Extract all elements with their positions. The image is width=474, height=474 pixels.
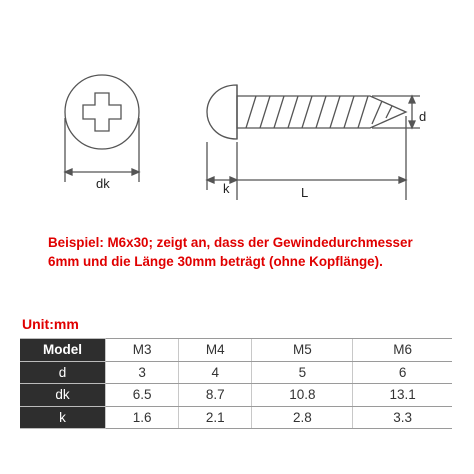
table-header-row [20, 339, 452, 362]
example-note-line-1: Beispiel: M6x30; zeigt an, dass der Gewindedurchmesser [48, 235, 413, 250]
example-note-line-2: 6mm und die Länge 30mm beträgt (ohne Kopflänge). [48, 254, 383, 269]
header-cell: M5 [252, 339, 353, 362]
table-cell: 6 [353, 361, 452, 384]
screw-technical-drawing [0, 0, 474, 220]
table-cell: 5 [252, 361, 353, 384]
screw-head-top-view [65, 75, 139, 149]
table-cell: 6.5 [106, 384, 179, 407]
table-cell: 10.8 [252, 384, 353, 407]
screw-head-profile [207, 85, 237, 139]
table-row [20, 406, 452, 429]
header-cell: M4 [179, 339, 252, 362]
phillips-cross [83, 93, 121, 131]
dk-label: dk [96, 176, 110, 191]
table-cell: 2.8 [252, 406, 353, 429]
k-dimension [207, 142, 237, 200]
table-cell: 3.3 [353, 406, 452, 429]
unit-label: Unit:mm [22, 316, 79, 332]
table-cell: 4 [179, 361, 252, 384]
header-cell: M6 [353, 339, 452, 362]
table-cell: 13.1 [353, 384, 452, 407]
size-table [20, 338, 452, 429]
table-cell: 8.7 [179, 384, 252, 407]
screw-threads [246, 96, 392, 128]
row-label-cell: d [20, 361, 106, 384]
d-label: d [419, 109, 427, 124]
table-cell: 3 [106, 361, 179, 384]
screw-side-view [207, 85, 406, 139]
row-label-cell: k [20, 406, 106, 429]
L-label: L [301, 185, 309, 200]
dk-dimension [65, 118, 139, 182]
example-note [48, 233, 468, 271]
table-row [20, 361, 452, 384]
k-label: k [223, 181, 230, 196]
header-cell: M3 [106, 339, 179, 362]
row-label-cell: dk [20, 384, 106, 407]
header-model-cell: Model [20, 339, 106, 362]
table-cell: 2.1 [179, 406, 252, 429]
table-cell: 1.6 [106, 406, 179, 429]
table-row [20, 384, 452, 407]
